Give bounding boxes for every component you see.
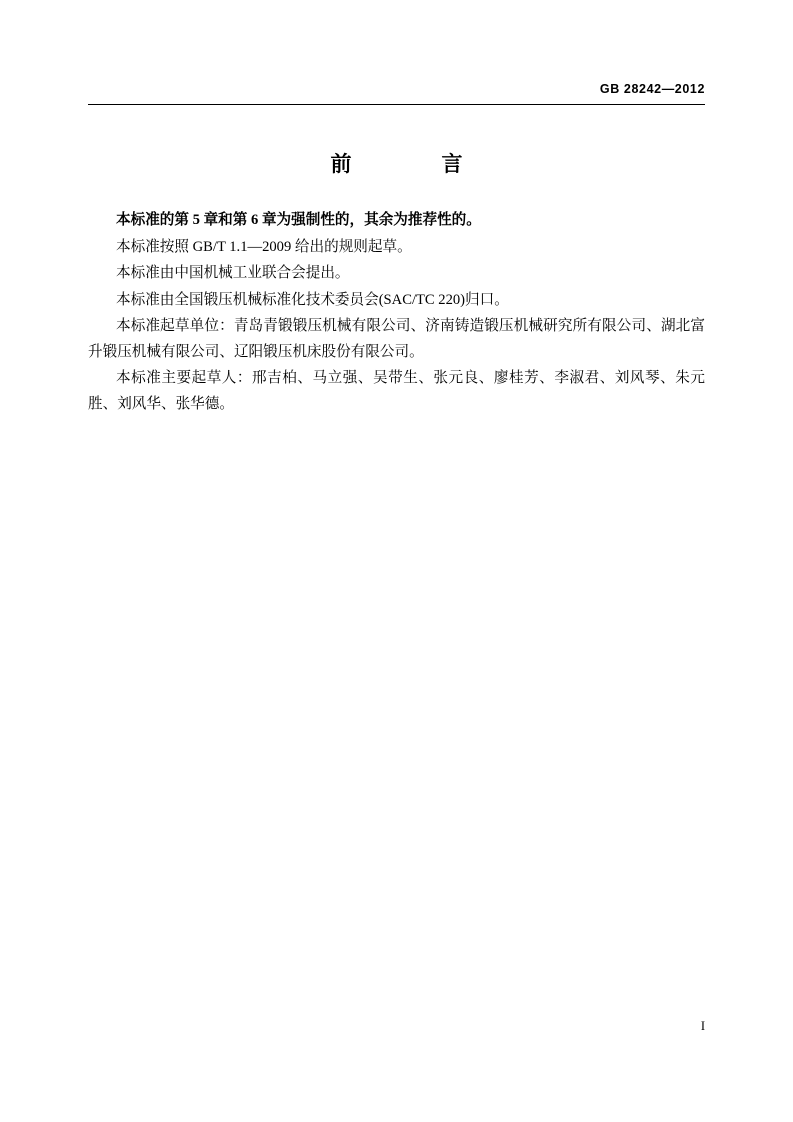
page-title: 前 言 bbox=[330, 153, 479, 176]
paragraph: 本标准按照 GB/T 1.1—2009 给出的规则起草。 bbox=[116, 238, 412, 255]
page-number: I bbox=[700, 1019, 705, 1033]
paragraph: 本标准主要起草人：邢吉柏、马立强、吴带生、张元良、廖桂芳、李淑君、刘风琴、朱元胜、刘风华、张华德。 bbox=[88, 370, 705, 412]
paragraph: 本标准由中国机械工业联合会提出。 bbox=[116, 265, 350, 281]
page-header-standard-code: GB 28242—2012 bbox=[599, 82, 705, 96]
paragraph: 本标准起草单位：青岛青锻锻压机械有限公司、济南铸造锻压机械研究所有限公司、湖北富升锻压机械有限公司、辽阳锻压机床股份有限公司。 bbox=[88, 318, 705, 360]
foreword-body bbox=[88, 208, 705, 418]
paragraph: 本标准的第 5 章和第 6 章为强制性的，其余为推荐性的。 bbox=[116, 212, 481, 228]
paragraph: 本标准由全国锻压机械标准化技术委员会(SAC/TC 220)归口。 bbox=[116, 291, 509, 308]
header-divider bbox=[88, 104, 705, 105]
